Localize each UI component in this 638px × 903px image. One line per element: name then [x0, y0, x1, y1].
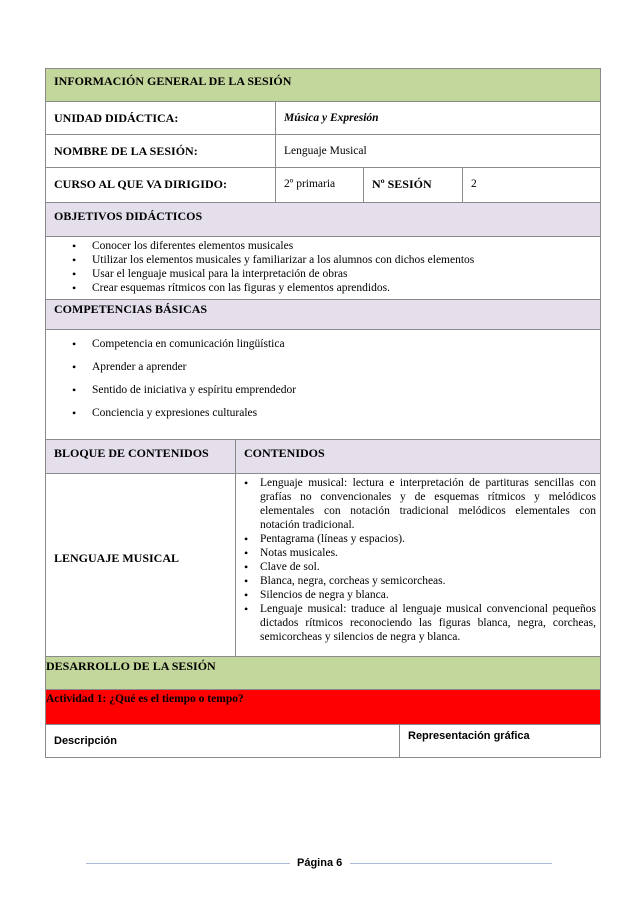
list-item: • Conciencia y expresiones culturales [46, 406, 600, 420]
list-item: • Silencios de negra y blanca. [236, 588, 596, 602]
sesion-label: Nº SESIÓN [363, 167, 463, 203]
nombre-value: Lenguaje Musical [275, 134, 601, 168]
list-item: • Crear esquemas rítmicos con las figuras y elementos aprendidos. [46, 281, 600, 295]
list-item: • Aprender a aprender [46, 360, 600, 374]
list-item: • Notas musicales. [236, 546, 596, 560]
list-item: • Sentido de iniciativa y espíritu emprendedor [46, 383, 600, 397]
sesion-value: 2 [462, 167, 601, 203]
page-footer [0, 855, 638, 873]
bloque-header: BLOQUE DE CONTENIDOS [45, 439, 236, 474]
list-item: • Conocer los diferentes elementos musicales [46, 239, 600, 253]
list-item: • Blanca, negra, corcheas y semicorcheas. [236, 574, 596, 588]
info-header: INFORMACIÓN GENERAL DE LA SESIÓN [45, 68, 601, 102]
list-item: • Usar el lenguaje musical para la interpretación de obras [46, 267, 600, 281]
contenidos-body [235, 473, 601, 657]
footer-rule-left [86, 863, 290, 864]
competencias-body [45, 329, 601, 440]
contenidos-header: CONTENIDOS [235, 439, 601, 474]
curso-label: CURSO AL QUE VA DIRIGIDO: [45, 167, 276, 203]
unidad-label: UNIDAD DIDÁCTICA: [45, 101, 276, 135]
list-item: • Clave de sol. [236, 560, 596, 574]
list-item: • Competencia en comunicación lingüística [46, 337, 600, 351]
unidad-value: Música y Expresión [275, 101, 601, 135]
list-item: • Utilizar los elementos musicales y familiarizar a los alumnos con dichos elementos [46, 253, 600, 267]
objetivos-body [45, 236, 601, 300]
objetivos-header: OBJETIVOS DIDÁCTICOS [45, 202, 601, 237]
desarrollo-header: DESARROLLO DE LA SESIÓN [45, 656, 601, 690]
list-item: • Lenguaje musical: traduce al lenguaje musical convencional pequeños dictados rítmicos reconociendo las figuras blanca, negra, corcheas, semicorcheas y silencios de negra y blanca. [236, 602, 596, 644]
competencias-header: COMPETENCIAS BÁSICAS [45, 299, 601, 330]
descripcion-label: Descripción [45, 724, 400, 758]
list-item: • Lenguaje musical: lectura e interpretación de partituras sencillas con grafías no convencionales y de esquemas rítmicos y melódicos elementales con notación tradicional melódicos elementales con notación tradicional. [236, 476, 596, 532]
footer-rule-right [350, 863, 552, 864]
bloque-value: LENGUAJE MUSICAL [45, 473, 236, 657]
curso-value: 2º primaria [275, 167, 364, 203]
actividad-title: Actividad 1: ¿Qué es el tiempo o tempo? [45, 689, 601, 725]
representacion-label: Representación gráfica [399, 724, 601, 758]
list-item: • Pentagrama (líneas y espacios). [236, 532, 596, 546]
nombre-label: NOMBRE DE LA SESIÓN: [45, 134, 276, 168]
page-number: Página 6 [297, 857, 343, 869]
